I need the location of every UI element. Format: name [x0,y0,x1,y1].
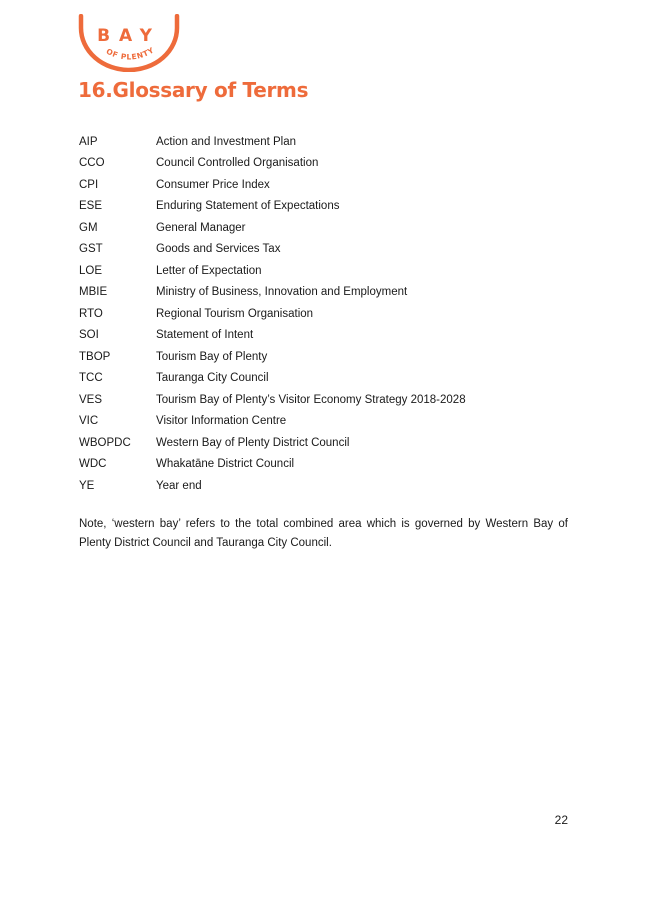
glossary-definition: Tourism Bay of Plenty’s Visitor Economy Strategy 2018-2028 [156,393,466,406]
svg-text:OF PLENTY [105,45,156,61]
logo-word: BAY [97,26,161,46]
glossary-row [79,174,559,196]
glossary-row [79,260,559,282]
page-title: 16.Glossary of Terms [78,78,309,102]
glossary-definition: Ministry of Business, Innovation and Employment [156,286,408,299]
glossary-definition: Letter of Expectation [156,264,262,277]
glossary-abbreviation: LOE [79,264,103,277]
glossary-row [79,411,559,433]
page-number: 22 [554,813,568,827]
glossary-abbreviation: ESE [79,200,103,213]
glossary-row [79,196,559,218]
glossary-definition: Council Controlled Organisation [156,157,319,170]
glossary-abbreviation: TCC [79,372,103,385]
glossary-row [79,131,559,153]
glossary-abbreviation: MBIE [79,286,108,299]
logo-tagline: OF PLENTY [104,45,156,62]
glossary-abbreviation: CCO [79,157,105,170]
glossary-abbreviation: VIC [79,415,99,428]
glossary-definition: Whakatāne District Council [156,458,295,471]
glossary-abbreviation: RTO [79,307,103,320]
glossary-abbreviation: AIP [79,135,98,148]
glossary-definition: Regional Tourism Organisation [156,307,314,320]
glossary-abbreviation: WBOPDC [79,436,131,449]
glossary-row [79,368,559,390]
glossary-definition: Tourism Bay of Plenty [156,350,268,363]
glossary-abbreviation: GST [79,243,103,256]
glossary-definition: Visitor Information Centre [156,415,287,428]
glossary-table [79,131,559,497]
glossary-row [79,303,559,325]
glossary-definition: Action and Investment Plan [156,135,296,148]
glossary-definition: Enduring Statement of Expectations [156,200,340,213]
glossary-definition: Year end [156,479,202,492]
glossary-abbreviation: SOI [79,329,99,342]
glossary-abbreviation: VES [79,393,103,406]
glossary-definition: General Manager [156,221,246,234]
glossary-row [79,454,559,476]
glossary-row [79,475,559,497]
glossary-abbreviation: CPI [79,178,99,191]
glossary-row [79,239,559,261]
glossary-abbreviation: WDC [79,458,107,471]
glossary-abbreviation: YE [79,479,95,492]
glossary-abbreviation: TBOP [79,350,111,363]
glossary-row [79,217,559,239]
glossary-row [79,153,559,175]
glossary-row [79,346,559,368]
glossary-row [79,432,559,454]
glossary-definition: Statement of Intent [156,329,254,342]
glossary-abbreviation: GM [79,221,98,234]
glossary-definition: Western Bay of Plenty District Council [156,436,350,449]
glossary-definition: Goods and Services Tax [156,243,281,256]
glossary-row [79,325,559,347]
glossary-row [79,389,559,411]
bay-of-plenty-logo [76,14,182,72]
glossary-row [79,282,559,304]
glossary-definition: Consumer Price Index [156,178,270,191]
glossary-note: Note, ‘western bay’ refers to the total combined area which is governed by Western Bay of Plenty District Council and Tauranga City Council. [79,518,568,549]
glossary-definition: Tauranga City Council [156,372,269,385]
